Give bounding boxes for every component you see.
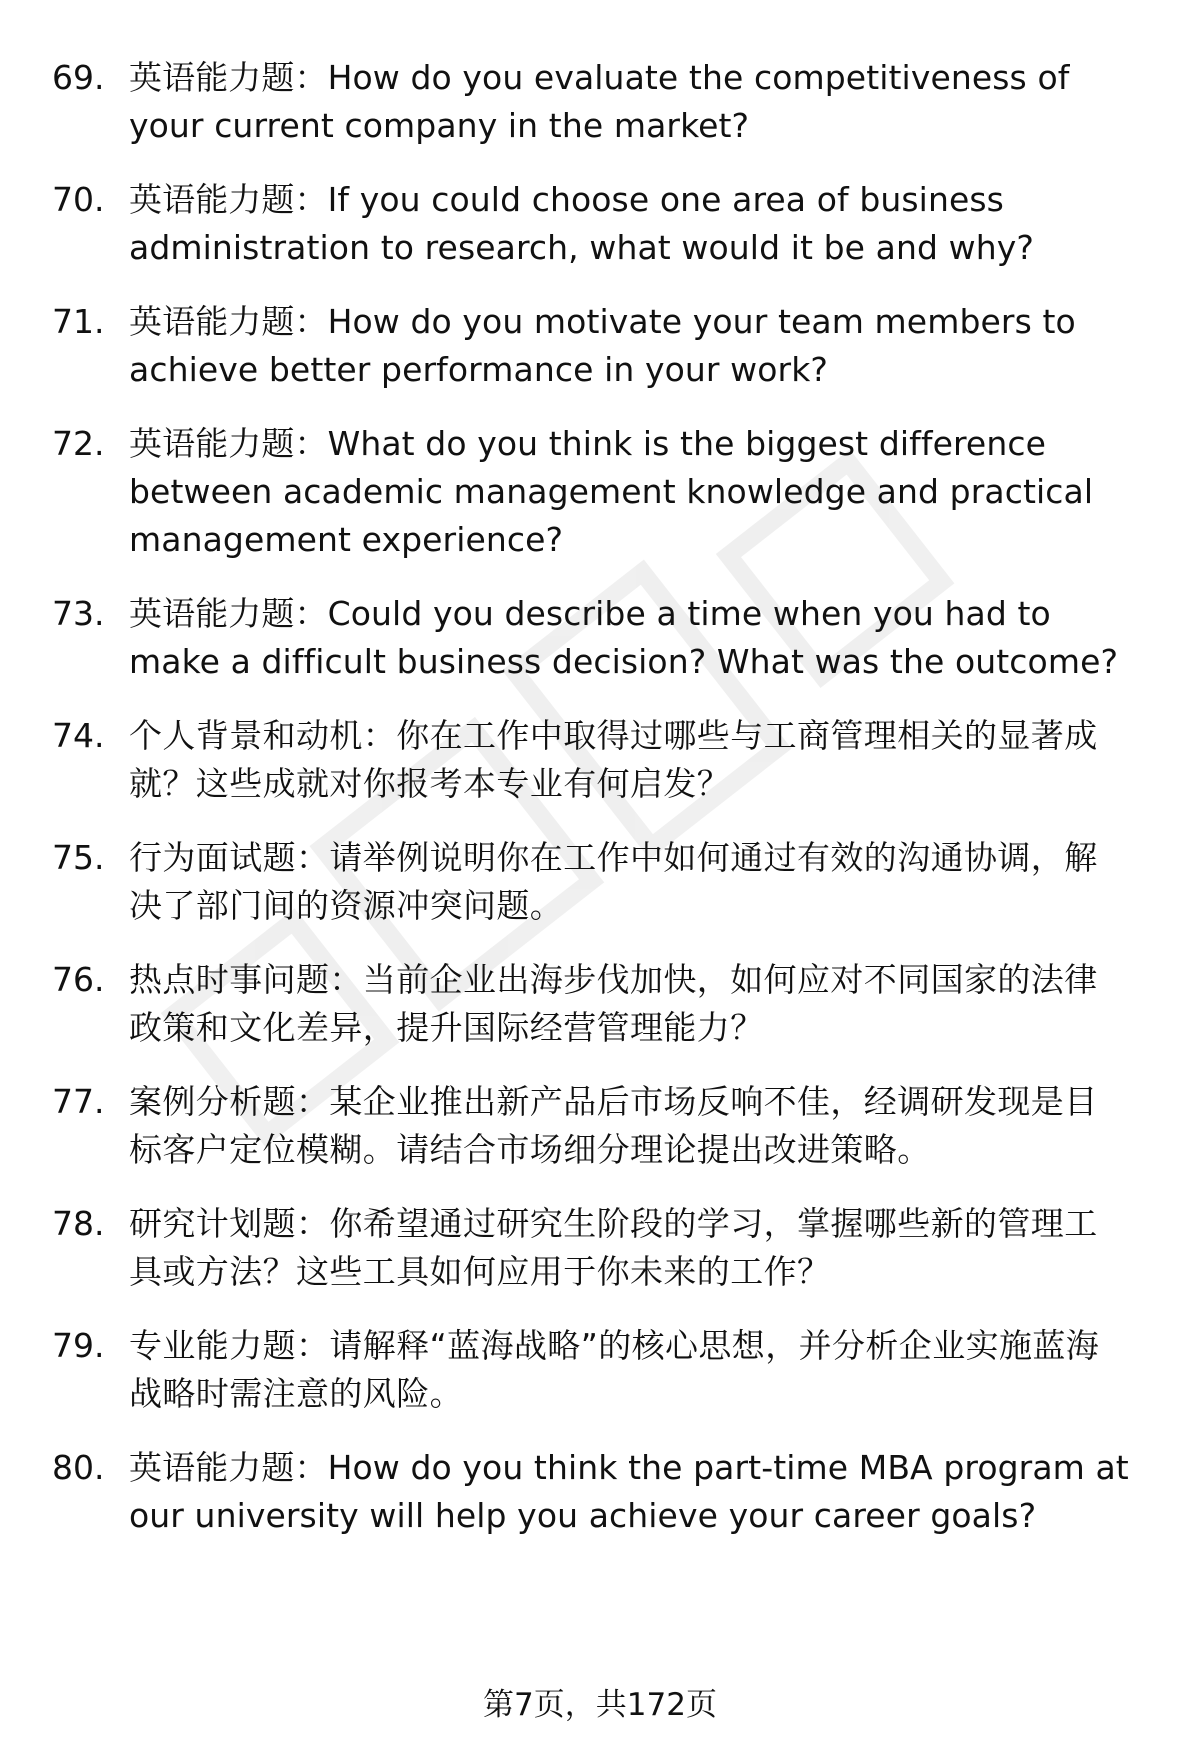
question-text: 热点时事问题：当前企业出海步伐加快，如何应对不同国家的法律政策和文化差异，提升国际经营管理能力？ xyxy=(129,960,1098,1047)
question-text: 行为面试题：请举例说明你在工作中如何通过有效的沟通协调，解决了部门间的资源冲突问题。 xyxy=(129,838,1098,925)
question-number: 75. xyxy=(52,838,105,877)
question-item xyxy=(52,590,1162,686)
question-text: 英语能力题：If you could choose one area of business administration to research, what would it be and why? xyxy=(129,180,1034,267)
question-text: 英语能力题：How do you evaluate the competitiveness of your current company in the market? xyxy=(129,58,1070,145)
question-number: 80. xyxy=(52,1448,105,1487)
question-number: 76. xyxy=(52,960,105,999)
question-item xyxy=(52,1322,1162,1418)
question-text: 英语能力题：What do you think is the biggest difference between academic management knowledge and practical management experience? xyxy=(129,424,1094,559)
question-list xyxy=(52,54,1162,1566)
question-number: 70. xyxy=(52,180,105,219)
question-item xyxy=(52,1200,1162,1296)
question-number: 78. xyxy=(52,1204,105,1243)
question-number: 72. xyxy=(52,424,105,463)
question-item xyxy=(52,298,1162,394)
question-item xyxy=(52,712,1162,808)
question-item xyxy=(52,956,1162,1052)
question-number: 79. xyxy=(52,1326,105,1365)
question-item xyxy=(52,834,1162,930)
question-item xyxy=(52,54,1162,150)
question-text: 英语能力题：How do you think the part-time MBA program at our university will help you achieve your career goals? xyxy=(129,1448,1129,1535)
question-text: 个人背景和动机：你在工作中取得过哪些与工商管理相关的显著成就？这些成就对你报考本专业有何启发？ xyxy=(129,716,1098,803)
question-text: 案例分析题：某企业推出新产品后市场反响不佳，经调研发现是目标客户定位模糊。请结合市场细分理论提出改进策略。 xyxy=(129,1082,1098,1169)
question-item xyxy=(52,420,1162,564)
question-item xyxy=(52,1078,1162,1174)
page-footer: 第7页，共172页 xyxy=(483,1687,717,1723)
question-text: 专业能力题：请解释“蓝海战略”的核心思想，并分析企业实施蓝海战略时需注意的风险。 xyxy=(129,1326,1100,1413)
question-number: 73. xyxy=(52,594,105,633)
question-item xyxy=(52,1444,1162,1540)
question-number: 71. xyxy=(52,302,105,341)
question-number: 77. xyxy=(52,1082,105,1121)
question-item xyxy=(52,176,1162,272)
question-text: 英语能力题：Could you describe a time when you had to make a difficult business decision? What was the outcome? xyxy=(129,594,1119,681)
question-text: 研究计划题：你希望通过研究生阶段的学习，掌握哪些新的管理工具或方法？这些工具如何应用于你未来的工作？ xyxy=(129,1204,1098,1291)
question-number: 69. xyxy=(52,58,105,97)
question-number: 74. xyxy=(52,716,105,755)
question-text: 英语能力题：How do you motivate your team members to achieve better performance in your work? xyxy=(129,302,1076,389)
